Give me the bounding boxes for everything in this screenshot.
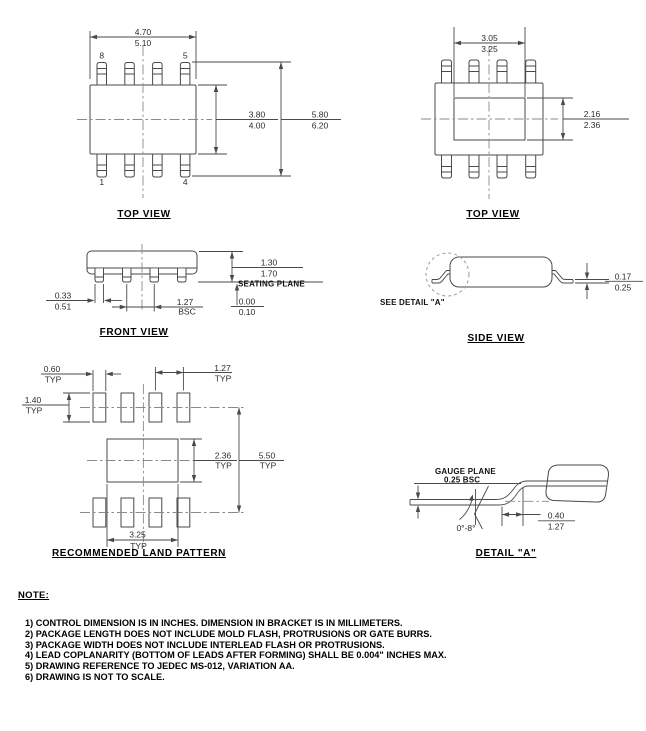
dim-pad-width-max: 3.25 [481,43,498,54]
gauge-offset-label: 0.25 BSC [444,475,481,485]
dim-body-width-max: 4.00 [248,120,266,131]
gauge-plane-label: GAUGE PLANE [435,467,496,476]
pin-label-5: 5 [182,50,188,61]
dim-pad-height-qualifier: TYP [25,405,43,416]
side-view-body [450,257,552,287]
land-pattern-pads [93,393,190,527]
front-view [46,244,323,317]
note-item-3: 3) PACKAGE WIDTH DOES NOT INCLUDE INTERLEAD FLASH OR PROTRUSIONS. [25,639,385,650]
dim-overall-min: 5.80 [311,109,329,120]
detail-a [410,465,609,533]
land-pattern-label: RECOMMENDED LAND PATTERN [51,548,227,559]
top-view-left [77,27,341,198]
dim-standoff-max: 0.10 [238,307,256,317]
dim-pitch-qualifier: BSC [178,306,196,317]
pin-label-8: 8 [99,50,105,61]
dim-span-qualifier: TYP [259,460,277,471]
dim-pitch-value: 1.27 [176,297,194,307]
dim-span-value: 5.50 [258,450,276,461]
dim-center-height-qualifier: TYP [215,460,232,471]
dim-lead-thickness-max: 0.25 [614,282,632,293]
pin-label-1: 1 [99,177,105,187]
angle-range-label: 0°-8° [456,523,476,533]
dim-pad-width-value: 0.60 [43,364,61,374]
dim-standoff-min: 0.00 [238,296,256,307]
top-view-right [421,27,629,199]
dim-lead-span-max: 5.10 [134,37,152,48]
dim-foot-min: 0.40 [547,510,565,521]
dim-overall-max: 6.20 [311,120,329,131]
top-view-right-label: TOP VIEW [466,209,520,220]
dim-center-width-qualifier: TYP [130,540,147,551]
detail-a-label: DETAIL "A" [475,548,537,559]
dim-lead-width-max: 0.51 [54,301,72,312]
dim-pad-height-min: 2.16 [583,108,601,119]
dim-center-width-value: 3.25 [129,529,146,540]
notes-section [18,590,447,683]
dim-pad-width-min: 3.05 [481,32,498,43]
see-detail-label: SEE DETAIL "A" [380,298,445,307]
dim-pitch-value: 1.27 [214,362,231,373]
note-item-4: 4) LEAD COPLANARITY (BOTTOM OF LEADS AFTER FORMING) SHALL BE 0.004" INCHES MAX. [25,650,447,661]
dim-pad-height-max: 2.36 [583,119,601,130]
front-view-label: FRONT VIEW [99,327,169,338]
dim-height-min: 1.30 [260,257,278,268]
side-view-label: SIDE VIEW [467,333,525,344]
note-item-5: 5) DRAWING REFERENCE TO JEDEC MS-012, VARIATION AA. [25,661,295,672]
land-pattern [22,363,284,551]
dim-lead-width-min: 0.33 [54,290,72,301]
dim-height-max: 1.70 [260,268,278,279]
dim-pad-width-qualifier: TYP [44,374,62,385]
side-view [380,253,643,307]
dim-lead-thickness-min: 0.17 [614,271,632,282]
pin-label-4: 4 [182,177,188,187]
dim-body-width-min: 3.80 [248,109,266,120]
dim-pitch-qualifier: TYP [214,373,232,384]
note-item-6: 6) DRAWING IS NOT TO SCALE. [25,671,165,682]
dim-foot-max: 1.27 [547,521,565,532]
dim-center-height-value: 2.36 [214,450,232,461]
note-item-2: 2) PACKAGE LENGTH DOES NOT INCLUDE MOLD FLASH, PROTRUSIONS OR GATE BURRS. [25,628,432,639]
notes-list [25,618,447,683]
note-item-1: 1) CONTROL DIMENSION IS IN INCHES. DIMENSION IN BRACKET IS IN MILLIMETERS. [25,618,403,628]
notes-header: NOTE: [18,590,50,601]
top-view-left-label: TOP VIEW [117,209,171,220]
dim-pad-height-value: 1.40 [24,395,42,405]
dim-lead-span-min: 4.70 [134,26,152,37]
seating-plane-label: SEATING PLANE [238,279,305,289]
side-view-dimensions [575,263,643,299]
